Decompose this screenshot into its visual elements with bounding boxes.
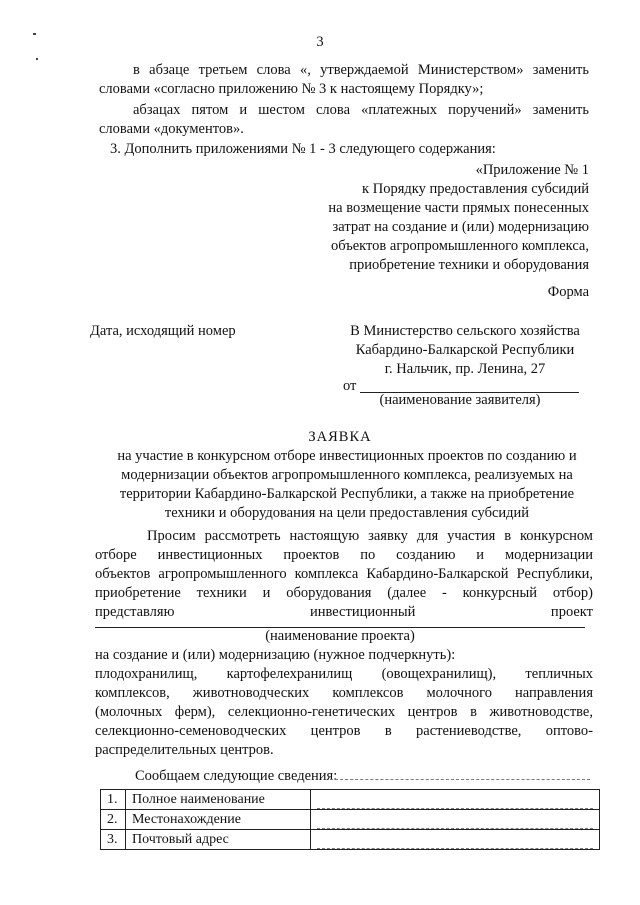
subtitle-line: территории Кабардино-Балкарской Республики, а также на приобретение	[119, 486, 575, 502]
body-line: приобретение техники и оборудования (далее - конкурсный отбор)	[95, 585, 593, 601]
body-line: объектов агропромышленного комплекса Кабардино-Балкарской Республики,	[95, 566, 593, 582]
body-line: на создание и (или) модернизацию (нужное подчеркнуть):	[95, 647, 456, 663]
body-line: представляю инвестиционный проект	[95, 604, 593, 620]
document-title: ЗАЯВКА	[308, 429, 372, 445]
scan-speck	[33, 33, 36, 35]
body-line: отборе инвестиционных проектов по созданию и модернизации	[95, 547, 593, 563]
table-row	[101, 810, 600, 830]
body-line: Просим рассмотреть настоящую заявку для участия в конкурсном	[147, 528, 593, 544]
row-number: 2.	[101, 810, 126, 830]
paragraph-line: словами «согласно приложению № 3 к настоящему Порядку»;	[99, 81, 484, 97]
paragraph-line: абзацах пятом и шестом слова «платежных поручений» заменить	[133, 102, 589, 118]
appendix-header-line: затрат на создание и (или) модернизацию	[332, 219, 589, 235]
appendix-header-line: на возмещение части прямых понесенных	[328, 200, 589, 216]
appendix-header	[300, 161, 589, 275]
facility-line: комплексов, животноводческих комплексов молочного направления	[95, 685, 593, 701]
row-value	[311, 810, 600, 830]
table-row	[101, 790, 600, 810]
appendix-header-line: приобретение техники и оборудования	[349, 257, 589, 273]
info-intro: Сообщаем следующие сведения:	[135, 768, 338, 784]
appendix-header-line: к Порядку предоставления субсидий	[362, 181, 589, 197]
subtitle-line: модернизации объектов агропромышленного комплекса, реализуемых на	[121, 467, 573, 483]
addressee-line: Кабардино-Балкарской Республики	[355, 342, 575, 358]
row-number: 3.	[101, 830, 126, 850]
facility-line: (молочных ферм), селекционно-генетических центров в животноводстве,	[95, 704, 593, 720]
list-item-3: 3. Дополнить приложениями № 1 - 3 следующего содержания:	[110, 141, 496, 157]
row-number: 1.	[101, 790, 126, 810]
facility-line: плодохранилищ, картофелехранилищ (овощехранилищ), тепличных	[95, 666, 593, 682]
row-value	[311, 790, 600, 810]
appendix-header-line: «Приложение № 1	[475, 162, 589, 178]
addressee	[330, 322, 600, 379]
paragraph-line: в абзаце третьем слова «, утверждаемой Министерством» заменить	[133, 62, 589, 78]
row-label: Полное наименование	[126, 790, 311, 810]
form-label: Форма	[547, 284, 589, 300]
facility-line: селекционно-семеноводческих центров в растениеводстве, оптово-	[95, 723, 593, 739]
appendix-header-line: объектов агропромышленного комплекса,	[330, 238, 589, 254]
project-caption: (наименование проекта)	[265, 628, 415, 644]
row-value	[311, 830, 600, 850]
row-label: Местонахождение	[126, 810, 311, 830]
applicant-caption: (наименование заявителя)	[379, 392, 541, 408]
dashed-fill	[317, 848, 593, 849]
subtitle-line: на участие в конкурсном отборе инвестиционных проектов по созданию и	[117, 448, 577, 464]
info-table	[100, 789, 600, 850]
addressee-line: В Министерство сельского хозяйства	[350, 323, 580, 339]
from-label: от	[343, 378, 357, 394]
date-label: Дата, исходящий номер	[90, 323, 236, 339]
dashed-line	[330, 779, 590, 780]
table-row	[101, 830, 600, 850]
page-number: 3	[316, 34, 324, 50]
facility-list	[95, 665, 593, 760]
addressee-line: г. Нальчик, пр. Ленина, 27	[384, 361, 546, 377]
facility-line: распределительных центров.	[95, 742, 274, 758]
paragraph-line: словами «документов».	[99, 121, 244, 137]
scan-speck	[36, 58, 38, 60]
body-block	[95, 546, 593, 622]
row-label: Почтовый адрес	[126, 830, 311, 850]
document-subtitle	[90, 447, 604, 523]
subtitle-line: техники и оборудования на цели предоставления субсидий	[164, 505, 530, 521]
